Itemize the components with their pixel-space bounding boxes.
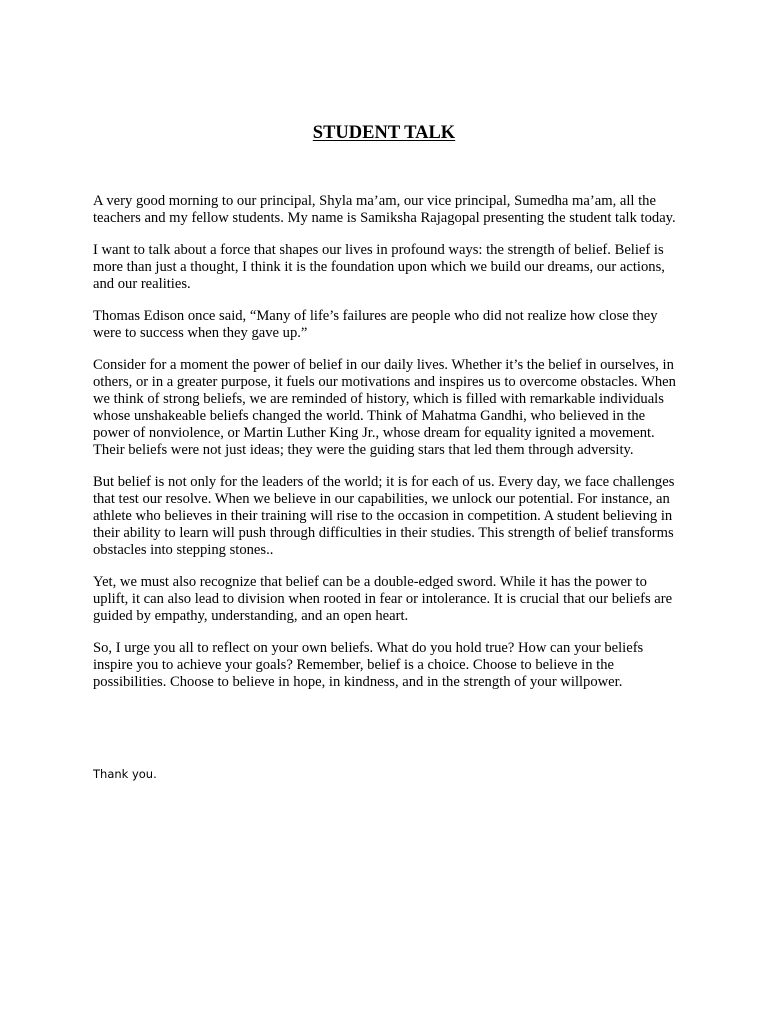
paragraph-greeting: A very good morning to our principal, Shyla ma’am, our vice principal, Sumedha ma’am, all the teachers and my fellow students. My name is Samiksha Rajagopal presenting the student talk today. bbox=[93, 193, 676, 226]
document-body bbox=[93, 193, 683, 706]
document-title: STUDENT TALK bbox=[312, 123, 456, 143]
paragraph-double-edged-sword: Yet, we must also recognize that belief can be a double-edged sword. While it has the power to uplift, it can also lead to division when rooted in fear or intolerance. It is crucial that our beliefs are guided by empathy, understanding, and an open heart. bbox=[93, 574, 673, 624]
paragraph-quote: Thomas Edison once said, “Many of life’s failures are people who did not realize how close they were to success when they gave up.” bbox=[93, 308, 658, 341]
closing-line: Thank you. bbox=[93, 767, 157, 781]
paragraph-conclusion: So, I urge you all to reflect on your own beliefs. What do you hold true? How can your beliefs inspire you to achieve your goals? Remember, belief is a choice. Choose to believe in the possibilities. Choose to believe in hope, in kindness, and in the strength of your willpower. bbox=[93, 640, 644, 690]
paragraph-power-of-belief: Consider for a moment the power of belief in our daily lives. Whether it’s the belief in ourselves, in others, or in a greater purpose, it fuels our motivations and inspires us to overcome obstacles. When we think of strong beliefs, we are reminded of history, which is filled with remarkable individuals whose unshakeable beliefs changed the world. Think of Mahatma Gandhi, who believed in the power of nonviolence, or Martin Luther King Jr., whose dream for equality ignited a movement. Their beliefs were not just ideas; they were the guiding stars that led them through adversity. bbox=[93, 357, 676, 458]
paragraph-introduction: I want to talk about a force that shapes our lives in profound ways: the strength of belief. Belief is more than just a thought, I think it is the foundation upon which we build our dreams, our actions, and our realities. bbox=[93, 242, 665, 292]
paragraph-belief-for-everyone: But belief is not only for the leaders of the world; it is for each of us. Every day, we face challenges that test our resolve. When we believe in our capabilities, we unlock our potential. For instance, an athlete who believes in their training will rise to the occasion in competition. A student believing in their ability to learn will push through difficulties in their studies. This strength of belief transforms obstacles into stepping stones.. bbox=[93, 474, 675, 558]
